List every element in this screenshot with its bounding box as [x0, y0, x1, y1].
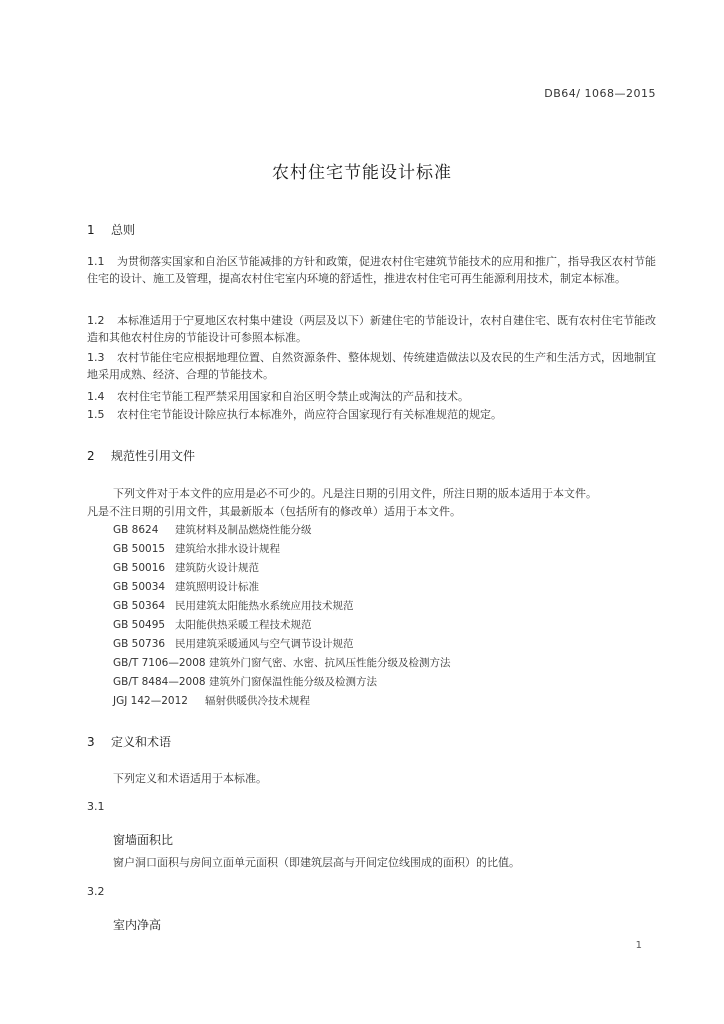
reference-code: GB 50016: [113, 562, 166, 574]
reference-item: [113, 674, 377, 689]
clause-1-3: [87, 349, 657, 383]
clause-number: 1.3: [87, 351, 105, 364]
clause-text: 农村住宅节能工程严禁采用国家和自治区明令禁止或淘汰的产品和技术。: [117, 390, 469, 403]
clause-text: 本标准适用于宁夏地区农村集中建设（两层及以下）新建住宅的节能设计，农村自建住宅、既有农村住宅节能改造和其他农村住房的节能设计可参照本标准。: [87, 314, 656, 344]
reference-item: [113, 541, 280, 556]
section-title: 总则: [111, 223, 136, 237]
reference-code: GB 50034: [113, 581, 166, 593]
section-1-heading: [87, 221, 135, 238]
reference-item: [113, 598, 354, 613]
reference-item: [113, 636, 354, 651]
term-definition: 窗户洞口面积与房间立面单元面积（即建筑层高与开间定位线围成的面积）的比值。: [113, 856, 520, 869]
clause-text: 为贯彻落实国家和自治区节能减排的方针和政策，促进农村住宅建筑节能技术的应用和推广，指导我区农村节能住宅的设计、施工及管理，提高农村住宅室内环境的舒适性，推进农村住宅可再生能源利用技术，制定本标准。: [87, 255, 656, 285]
term-name: 室内净高: [113, 918, 162, 932]
reference-item: [113, 560, 259, 575]
clause-1-2: [87, 312, 657, 346]
section-2-heading: [87, 447, 195, 464]
section-number: 1: [87, 223, 95, 237]
reference-name: 建筑外门窗气密、水密、抗风压性能分级及检测方法: [209, 657, 451, 669]
term-number: 3.1: [87, 800, 105, 813]
reference-code: GB 50736: [113, 638, 166, 650]
term-name: 窗墙面积比: [113, 833, 174, 847]
page-number: 1: [635, 940, 642, 951]
reference-code: GB/T 8484—2008: [113, 676, 206, 688]
reference-name: 太阳能供热采暖工程技术规范: [175, 619, 312, 631]
reference-code: JGJ 142—2012: [113, 695, 188, 707]
reference-code: GB 50364: [113, 600, 166, 612]
section-3-heading: [87, 733, 171, 750]
section-3-intro: 下列定义和术语适用于本标准。: [113, 772, 267, 785]
document-code: DB64/ 1068—2015: [544, 87, 656, 100]
reference-name: 民用建筑太阳能热水系统应用技术规范: [175, 600, 354, 612]
section-2-intro-line-2: 凡是不注日期的引用文件，其最新版本（包括所有的修改单）适用于本文件。: [87, 505, 461, 518]
section-title: 定义和术语: [111, 735, 172, 749]
reference-code: GB 50495: [113, 619, 166, 631]
term-number: 3.2: [87, 885, 105, 898]
clause-number: 1.5: [87, 408, 105, 421]
reference-name: 建筑给水排水设计规程: [175, 543, 280, 555]
reference-code: GB 50015: [113, 543, 166, 555]
clause-number: 1.2: [87, 314, 105, 327]
reference-name: 建筑防火设计规范: [175, 562, 259, 574]
clause-1-4: [87, 388, 657, 405]
reference-item: [113, 693, 310, 708]
document-title: 农村住宅节能设计标准: [272, 163, 452, 183]
reference-item: [113, 617, 312, 632]
clause-number: 1.1: [87, 255, 105, 268]
clause-text: 农村节能住宅应根据地理位置、自然资源条件、整体规划、传统建造做法以及农民的生产和生活方式，因地制宜地采用成熟、经济、合理的节能技术。: [87, 351, 656, 381]
reference-name: 建筑照明设计标准: [175, 581, 259, 593]
reference-code: GB/T 7106—2008: [113, 657, 206, 669]
clause-text: 农村住宅节能设计除应执行本标准外，尚应符合国家现行有关标准规范的规定。: [117, 408, 502, 421]
reference-name: 民用建筑采暖通风与空气调节设计规范: [175, 638, 354, 650]
clause-1-5: [87, 406, 657, 423]
clause-number: 1.4: [87, 390, 105, 403]
section-title: 规范性引用文件: [111, 449, 196, 463]
reference-code: GB 8624: [113, 524, 159, 536]
reference-name: 建筑外门窗保温性能分级及检测方法: [209, 676, 377, 688]
reference-name: 辐射供暖供冷技术规程: [205, 695, 310, 707]
reference-item: [113, 579, 259, 594]
section-number: 3: [87, 735, 95, 749]
reference-item: [113, 522, 312, 537]
clause-1-1: [87, 253, 657, 287]
section-2-intro-line-1: 下列文件对于本文件的应用是必不可少的。凡是注日期的引用文件，所注日期的版本适用于本文件。: [113, 487, 597, 500]
reference-item: [113, 655, 451, 670]
section-number: 2: [87, 449, 95, 463]
reference-name: 建筑材料及制品燃烧性能分级: [175, 524, 312, 536]
